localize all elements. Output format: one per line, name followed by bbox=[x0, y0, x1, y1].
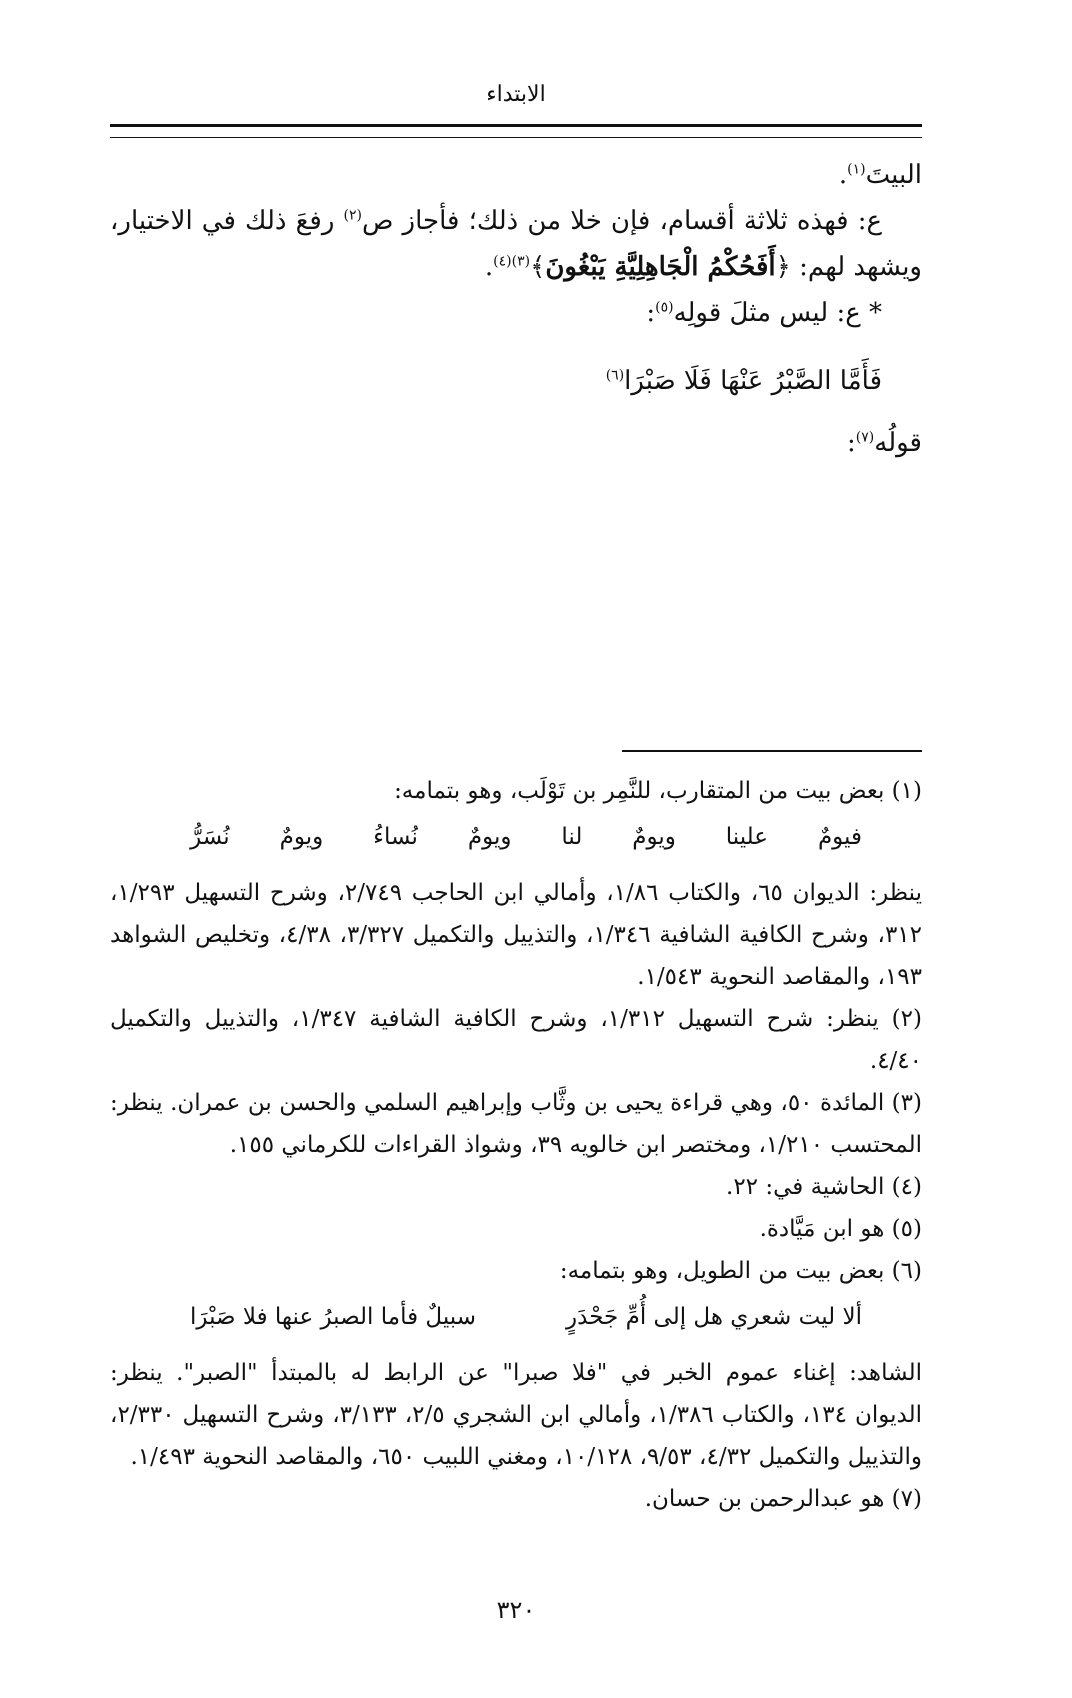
header-thick-rule bbox=[110, 124, 922, 127]
footnote-7: (٧) هو عبدالرحمن بن حسان. bbox=[644, 1486, 922, 1512]
footnote-ref-6[interactable]: (٦) bbox=[605, 367, 625, 384]
header-thin-rule bbox=[110, 137, 922, 138]
main-paragraph-4: قولُه$^{(٧)}$: bbox=[847, 428, 922, 458]
footnote-6-verse: ألا ليت شعري هل إلى أُمِّ جَحْدَرٍ سبيلٌ فأما الصبرُ عنها فلا صَبْرَا bbox=[190, 1304, 862, 1330]
main-line-1: البيتَ$^{(١)}$. bbox=[838, 160, 922, 190]
main-paragraph-2: ع: فهذه ثلاثة أقسام، فإن خلا من ذلك؛ فأجاز ص$^{(٢)}$ رفعَ ذلك في الاختيار، ويشهد لهم: ﴿أَفَحُكْمُ الْجَاهِلِيَّةِ يَبْغُونَ﴾$^{(٣)(٤)}$. bbox=[110, 206, 922, 282]
quran-quote: أَفَحُكْمُ الْجَاهِلِيَّةِ يَبْغُونَ bbox=[545, 252, 776, 282]
poetry-verse: فَأَمَّا الصَّبْرُ عَنْهَا فَلَا صَبْرَا$^{(٦)}$ bbox=[605, 366, 882, 396]
main-text bbox=[110, 152, 922, 466]
footnote-5: (٥) هو ابن مَيَّادة. bbox=[759, 1216, 922, 1242]
running-header-title: الابتداء bbox=[486, 82, 546, 107]
footnote-ref-1[interactable]: (١) bbox=[847, 161, 866, 178]
footnote-1-verse: فيومٌ علينا ويومٌ لنا ويومٌ نُساءُ ويومٌ نُسَرُّ bbox=[190, 824, 862, 850]
footnote-ref-7[interactable]: (٧) bbox=[855, 429, 875, 446]
page-number: ٣٢٠ bbox=[496, 1596, 536, 1624]
footnote-1-intro: (١) بعض بيت من المتقارب، للنَّمِر بن تَوْلَب، وهو بتمامه: bbox=[394, 778, 922, 804]
footnote-ref-5[interactable]: (٥) bbox=[655, 299, 674, 316]
main-paragraph-3: * ع: ليس مثلَ قولِه$^{(٥)}$: bbox=[646, 298, 882, 328]
footnote-3: (٣) المائدة ٥٠، وهي قراءة يحيى بن وثَّاب وإبراهيم السلمي والحسن بن عمران. ينظر: المحتسب ١/٢١٠، ومختصر ابن خالويه ٣٩، وشواذ القراءات للكرماني ١٥٥. bbox=[110, 1090, 922, 1158]
footnote-separator bbox=[622, 750, 922, 752]
footnote-ref-3-4[interactable]: (٣)(٤) bbox=[493, 253, 531, 270]
footnote-6-intro: (٦) بعض بيت من الطويل، وهو بتمامه: bbox=[559, 1258, 922, 1284]
footnotes-section bbox=[110, 770, 922, 1520]
footnote-1-refs: ينظر: الديوان ٦٥، والكتاب ١/٨٦، وأمالي ابن الحاجب ٢/٧٤٩، وشرح التسهيل ١/٢٩٣، ٣١٢، وشرح الكافية الشافية ١/٣٤٦، والتذييل والتكميل ٣/٣٢٧، ٤/٣٨، وتخليص الشواهد ١٩٣، والمقاصد النحوية ١/٥٤٣. bbox=[110, 880, 923, 990]
footnote-2: (٢) ينظر: شرح التسهيل ١/٣١٢، وشرح الكافية الشافية ١/٣٤٧، والتذييل والتكميل ٤/٤٠. bbox=[110, 1006, 922, 1074]
footnote-6-refs: الشاهد: إغناء عموم الخبر في "فلا صبرا" عن الرابط له بالمبتدأ "الصبر". ينظر: الديوان ١٣٤، والكتاب ١/٣٨٦، وأمالي ابن الشجري ٢/٥، ٣/١٣٣، وشرح التسهيل ٢/٣٣٠، والتذييل والتكميل ٤/٣٢، ٩/٥٣، ١٠/١٢٨، ومغني اللبيب ٦٥٠، والمقاصد النحوية ١/٤٩٣. bbox=[110, 1360, 922, 1470]
footnote-ref-2[interactable]: (٢) bbox=[343, 207, 362, 224]
footnote-4: (٤) الحاشية في: ٢٢. bbox=[726, 1174, 922, 1200]
